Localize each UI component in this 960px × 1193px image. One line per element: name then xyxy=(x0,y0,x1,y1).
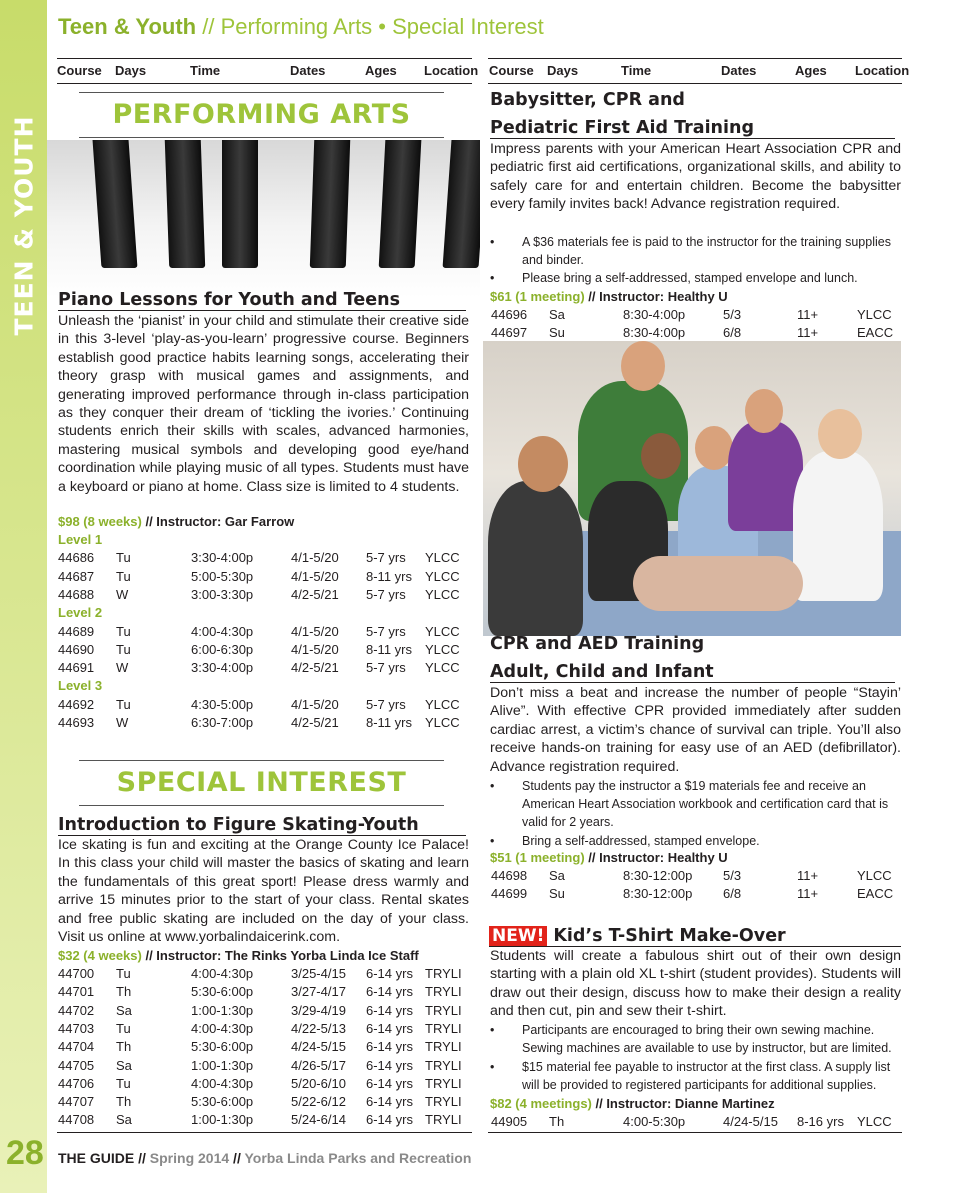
cpr-price: $51 (1 meeting) // Instructor: Healthy U xyxy=(490,850,728,865)
cell-location: TRYLI xyxy=(425,1075,462,1091)
cell-location: TRYLI xyxy=(425,1094,462,1110)
cell-course-number: 44905 xyxy=(491,1114,528,1129)
cell-day: Th xyxy=(116,1094,132,1110)
cell-course-number: 44704 xyxy=(58,1039,95,1055)
bullet-item: • A $36 materials fee is paid to the instructor for the training supplies and binder. xyxy=(490,235,891,267)
tshirt-price: $82 (4 meetings) // Instructor: Dianne Martinez xyxy=(490,1096,775,1111)
cell-time: 4:00-4:30p xyxy=(191,1020,254,1036)
bullet-item: • Bring a self-addressed, stamped envelope. xyxy=(490,834,760,848)
cell-dates: 4/1-5/20 xyxy=(291,623,339,639)
cell-location: YLCC xyxy=(425,568,460,584)
cell-location: YLCC xyxy=(857,868,892,883)
header-section: Teen & Youth xyxy=(58,14,197,39)
cell-course-number: 44708 xyxy=(58,1112,95,1128)
cell-dates: 4/24-5/15 xyxy=(291,1039,346,1055)
cell-time: 8:30-12:00p xyxy=(623,886,693,902)
cell-location: YLCC xyxy=(425,550,460,566)
cell-time: 8:30-12:00p xyxy=(623,868,693,883)
cell-ages: 11+ xyxy=(797,868,819,883)
cell-time: 6:00-6:30p xyxy=(191,641,254,657)
cell-course-number: 44705 xyxy=(58,1057,95,1073)
cell-course-number: 44706 xyxy=(58,1075,95,1091)
cell-ages: 11+ xyxy=(797,307,819,322)
cell-dates: 5/24-6/14 xyxy=(291,1112,346,1128)
cell-location: YLCC xyxy=(425,586,460,602)
cell-time: 4:00-4:30p xyxy=(191,1075,254,1091)
cell-location: TRYLI xyxy=(425,966,462,981)
cell-day: W xyxy=(116,660,129,676)
cell-ages: 8-11 yrs xyxy=(366,715,412,730)
cell-course-number: 44686 xyxy=(58,550,95,566)
cell-course-number: 44702 xyxy=(58,1002,95,1018)
bullet-icon: • xyxy=(490,271,495,285)
babysitter-title-line1: Babysitter, CPR and xyxy=(490,90,685,110)
cell-time: 5:30-6:00p xyxy=(191,1094,254,1110)
footer: THE GUIDE // Spring 2014 // Yorba Linda Parks and Recreation xyxy=(58,1150,472,1166)
page-number: 28 xyxy=(6,1134,44,1172)
header-subsection: Performing Arts • Special Interest xyxy=(220,14,544,39)
sidebar-label: TEEN & YOUTH xyxy=(9,114,39,336)
section-title-performing-arts: PERFORMING ARTS xyxy=(79,92,444,138)
cell-ages: 6-14 yrs xyxy=(366,1002,413,1018)
cell-day: Tu xyxy=(116,623,131,639)
cell-time: 8:30-4:00p xyxy=(623,307,686,322)
cell-day: Su xyxy=(549,325,565,341)
divider xyxy=(57,1132,472,1133)
cell-course-number: 44707 xyxy=(58,1094,95,1110)
cell-ages: 6-14 yrs xyxy=(366,1075,413,1091)
cell-dates: 5/3 xyxy=(723,307,742,322)
cell-time: 1:00-1:30p xyxy=(191,1112,254,1128)
cell-ages: 5-7 yrs xyxy=(366,586,406,602)
cell-location: YLCC xyxy=(425,696,460,712)
cell-day: Th xyxy=(549,1114,565,1129)
cell-course-number: 44689 xyxy=(58,623,95,639)
cell-day: W xyxy=(116,586,129,602)
cell-location: YLCC xyxy=(425,641,460,657)
cell-location: TRYLI xyxy=(425,1039,462,1055)
cell-time: 4:00-4:30p xyxy=(191,966,254,981)
bullet-item: • Students pay the instructor a $19 materials fee and receive an American Heart Association workbook and certification card that is valid for 2 years. xyxy=(490,779,889,829)
cell-location: YLCC xyxy=(425,623,460,639)
cell-dates: 4/1-5/20 xyxy=(291,696,339,712)
cell-ages: 11+ xyxy=(797,886,819,902)
babysitter-title-line2: Pediatric First Aid Training xyxy=(490,118,895,139)
cell-dates: 3/29-4/19 xyxy=(291,1002,346,1018)
cell-time: 1:00-1:30p xyxy=(191,1057,254,1073)
cell-course-number: 44688 xyxy=(58,586,95,602)
cell-ages: 6-14 yrs xyxy=(366,1020,413,1036)
level-label: Level 2 xyxy=(58,605,103,621)
cell-dates: 6/8 xyxy=(723,886,742,902)
cell-time: 5:30-6:00p xyxy=(191,984,254,1000)
cell-course-number: 44703 xyxy=(58,1020,95,1036)
skating-course-title: Introduction to Figure Skating-Youth xyxy=(58,815,466,836)
cell-course-number: 44699 xyxy=(491,886,528,902)
cell-day: Sa xyxy=(116,1112,132,1128)
cell-ages: 5-7 yrs xyxy=(366,660,406,676)
cell-ages: 8-11 yrs xyxy=(366,568,412,584)
cell-dates: 3/25-4/15 xyxy=(291,966,346,981)
cell-location: YLCC xyxy=(425,660,460,676)
cell-dates: 5/20-6/10 xyxy=(291,1075,346,1091)
cell-dates: 5/3 xyxy=(723,868,742,883)
cell-time: 5:30-6:00p xyxy=(191,1039,254,1055)
piano-price: $98 (8 weeks) // Instructor: Gar Farrow xyxy=(58,514,295,529)
bullet-icon: • xyxy=(490,235,495,249)
cell-day: Sa xyxy=(116,1002,132,1018)
cell-dates: 4/1-5/20 xyxy=(291,550,339,566)
babysitter-description: Impress parents with your American Heart Association CPR and pediatric first aid certifications, organizational skills, and ability to safely care for and entertain children. Become the babysitter every family invites back! Advance registration required. xyxy=(490,141,901,213)
cell-time: 1:00-1:30p xyxy=(191,1002,254,1018)
cell-day: Sa xyxy=(549,868,565,883)
cell-day: Tu xyxy=(116,966,131,981)
cell-day: Tu xyxy=(116,696,131,712)
cell-course-number: 44697 xyxy=(491,325,528,341)
new-badge: NEW! xyxy=(489,926,547,946)
cell-day: Sa xyxy=(549,307,565,322)
bullet-icon: • xyxy=(490,779,495,793)
cell-day: Tu xyxy=(116,1075,131,1091)
cell-day: Tu xyxy=(116,1020,131,1036)
cell-course-number: 44692 xyxy=(58,696,95,712)
skating-description: Ice skating is fun and exciting at the Orange County Ice Palace! In this class your child will master the basics of skating and learn the fundamentals of this great sport! Please dress warmly and arrive 15 minutes prior to the start of your class. Rental skates and free public skating are included on the day of your class. Visit us online at www.yorbalindaicerink.com. xyxy=(58,837,469,946)
cell-day: Th xyxy=(116,984,132,1000)
bullet-icon: • xyxy=(490,1023,495,1037)
cell-ages: 8-11 yrs xyxy=(366,641,412,657)
level-label: Level 1 xyxy=(58,532,103,547)
cell-dates: 4/1-5/20 xyxy=(291,568,339,584)
cell-time: 8:30-4:00p xyxy=(623,325,686,341)
cell-course-number: 44700 xyxy=(58,966,95,981)
bullet-icon: • xyxy=(490,834,495,848)
cell-location: TRYLI xyxy=(425,1057,462,1073)
cell-ages: 5-7 yrs xyxy=(366,696,406,712)
cell-time: 5:00-5:30p xyxy=(191,568,254,584)
cell-ages: 6-14 yrs xyxy=(366,1057,413,1073)
cell-day: Tu xyxy=(116,568,131,584)
cell-ages: 6-14 yrs xyxy=(366,1039,413,1055)
cell-day: W xyxy=(116,715,129,730)
cell-ages: 11+ xyxy=(797,325,819,341)
cell-day: Su xyxy=(549,886,565,902)
page-header: Teen & Youth // Performing Arts • Special Interest xyxy=(58,14,544,39)
cell-course-number: 44696 xyxy=(491,307,528,322)
cell-course-number: 44690 xyxy=(58,641,95,657)
cell-location: YLCC xyxy=(857,307,892,322)
cell-dates: 4/24-5/15 xyxy=(723,1114,778,1129)
cell-ages: 6-14 yrs xyxy=(366,1094,413,1110)
cell-day: Tu xyxy=(116,641,131,657)
piano-keys-image xyxy=(47,140,480,298)
cell-day: Th xyxy=(116,1039,132,1055)
cell-ages: 5-7 yrs xyxy=(366,623,406,639)
cell-course-number: 44687 xyxy=(58,568,95,584)
cell-ages: 6-14 yrs xyxy=(366,1112,413,1128)
piano-course-title: Piano Lessons for Youth and Teens xyxy=(58,290,466,311)
cell-ages: 6-14 yrs xyxy=(366,984,413,1000)
tshirt-description: Students will create a fabulous shirt out of their own design starting with a plain old XL t-shirt (student provides). Students will draw out their design, discuss how to make their design a reality and then cut, pin and sew their t-shirt. xyxy=(490,948,901,1020)
cell-location: EACC xyxy=(857,325,894,341)
cpr-title-line2: Adult, Child and Infant xyxy=(490,662,895,683)
bullet-item: • Please bring a self-addressed, stamped envelope and lunch. xyxy=(490,271,858,285)
cell-dates: 4/2-5/21 xyxy=(291,715,339,730)
cpr-class-photo xyxy=(483,341,901,636)
section-title-special-interest: SPECIAL INTEREST xyxy=(79,760,444,806)
cell-ages: 5-7 yrs xyxy=(366,550,406,566)
cpr-description: Don’t miss a beat and increase the number of people “Stayin’ Alive”. With effective CPR provided immediately after sudden cardiac arrest, a victim’s chance of survival can triple. You’ll also receive hands-on training for easy use of an AED (defibrillator). Advance registration required. xyxy=(490,685,901,775)
cell-time: 4:00-5:30p xyxy=(623,1114,686,1129)
cell-time: 3:00-3:30p xyxy=(191,586,254,602)
bullet-item: • Participants are encouraged to bring their own sewing machine. Sewing machines are available to use by instructor, but are limited. xyxy=(490,1023,892,1055)
cell-day: Tu xyxy=(116,550,131,566)
cell-ages: 6-14 yrs xyxy=(366,966,413,981)
cell-time: 4:00-4:30p xyxy=(191,623,254,639)
cell-ages: 8-16 yrs xyxy=(797,1114,844,1129)
cell-course-number: 44691 xyxy=(58,660,95,676)
cell-dates: 4/2-5/21 xyxy=(291,586,339,602)
level-label: Level 3 xyxy=(58,678,103,694)
cell-dates: 6/8 xyxy=(723,325,742,341)
cell-dates: 4/1-5/20 xyxy=(291,641,339,657)
cell-location: TRYLI xyxy=(425,984,462,1000)
piano-description: Unleash the ‘pianist’ in your child and stimulate their creative side in this 3-level ‘play-as-you-learn’ progressive course. Beginners establish good practice habits learning songs, accelerating their theory grasp with musical games and assignments, and generating improved performance through in-class participation as they conquer their dream of ‘tickling the ivories.’ Continuing students enrich their skills with scales, advanced harmonies, mastering musical symbols and developing good eye/hand coordination while playing music of all types. Students must have a keyboard or piano at home. Class size is limited to 4 students. xyxy=(58,313,469,495)
cell-time: 6:30-7:00p xyxy=(191,715,254,730)
cell-time: 3:30-4:00p xyxy=(191,660,254,676)
bullet-item: • $15 material fee payable to instructor at the first class. A supply list will be provided to registered participants for additional supplies. xyxy=(490,1060,891,1092)
cell-course-number: 44701 xyxy=(58,984,95,1000)
cell-day: Sa xyxy=(116,1057,132,1073)
cell-location: YLCC xyxy=(425,715,460,730)
column-header-right: Course Days Time Dates Ages Location xyxy=(488,58,902,84)
cell-location: TRYLI xyxy=(425,1112,462,1128)
skating-price: $32 (4 weeks) // Instructor: The Rinks Yorba Linda Ice Staff xyxy=(58,948,419,963)
bullet-icon: • xyxy=(490,1060,495,1074)
cell-location: EACC xyxy=(857,886,894,902)
cell-dates: 4/2-5/21 xyxy=(291,660,339,676)
tshirt-title: NEW! Kid’s T-Shirt Make-Over xyxy=(489,926,901,947)
cell-dates: 4/22-5/13 xyxy=(291,1020,346,1036)
cell-course-number: 44698 xyxy=(491,868,528,883)
column-header-left: Course Days Time Dates Ages Location xyxy=(57,58,472,84)
cell-location: YLCC xyxy=(857,1114,892,1129)
cell-dates: 4/26-5/17 xyxy=(291,1057,346,1073)
babysitter-price: $61 (1 meeting) // Instructor: Healthy U xyxy=(490,289,728,304)
cell-time: 4:30-5:00p xyxy=(191,696,254,712)
cell-course-number: 44693 xyxy=(58,715,95,730)
cpr-title-line1: CPR and AED Training xyxy=(490,634,705,654)
cell-location: TRYLI xyxy=(425,1020,462,1036)
cell-dates: 3/27-4/17 xyxy=(291,984,346,1000)
divider xyxy=(488,1132,902,1133)
cell-time: 3:30-4:00p xyxy=(191,550,254,566)
cell-dates: 5/22-6/12 xyxy=(291,1094,346,1110)
cell-location: TRYLI xyxy=(425,1002,462,1018)
